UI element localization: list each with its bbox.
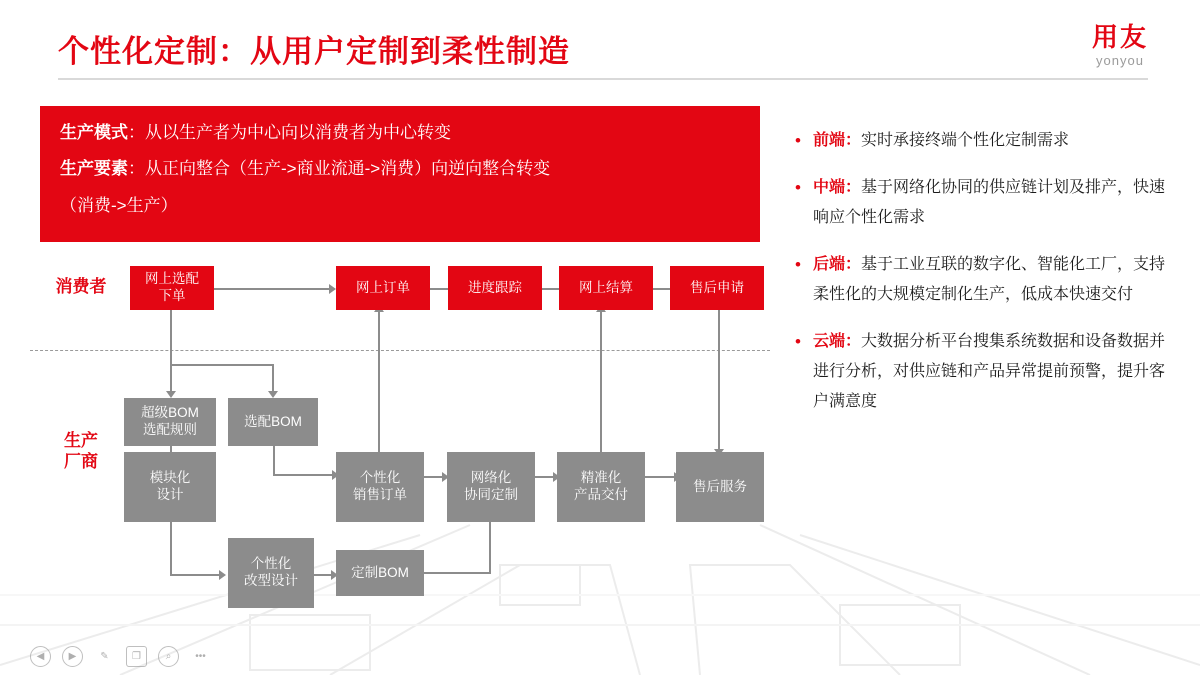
pen-icon[interactable]: ✎ xyxy=(100,651,109,662)
node-online-config-order[interactable] xyxy=(130,266,214,310)
node-custom-bom-label: 定制BOM xyxy=(351,564,409,580)
connector-n12-up xyxy=(718,308,720,452)
node-precise-delivery-line1: 精准化 xyxy=(580,470,622,486)
statement-line-1 xyxy=(60,120,740,146)
more-options-icon[interactable]: ••• xyxy=(195,651,206,662)
bullet-dot-icon: • xyxy=(795,332,801,351)
lane-label-producer-line1: 生产 xyxy=(64,431,98,450)
node-config-bom-label: 选配BOM xyxy=(244,413,302,429)
node-online-order[interactable] xyxy=(336,266,430,310)
node-online-order-label: 网上订单 xyxy=(356,279,410,295)
bullet-text: 基于网络化协同的供应链计划及排产，快速响应个性化需求 xyxy=(813,179,1166,226)
node-after-sales-service[interactable] xyxy=(676,452,764,522)
node-custom-bom[interactable] xyxy=(336,550,424,596)
statement-line-2 xyxy=(60,156,740,182)
page-title: 个性化定制：从用户定制到柔性制造 xyxy=(58,34,570,69)
node-online-config-order-line1: 网上选配 xyxy=(145,271,199,287)
logo-cn-text: 用友 xyxy=(1091,22,1148,52)
connector-n9-up xyxy=(378,308,380,452)
connector-n7-n9 xyxy=(273,474,335,476)
arrowhead-n7 xyxy=(268,391,278,398)
node-online-config-order-line2: 下单 xyxy=(158,288,186,303)
connector-n14-right xyxy=(422,572,490,574)
node-precise-product-delivery[interactable] xyxy=(557,452,645,522)
node-networked-collab-line2: 协同定制 xyxy=(464,487,518,502)
bullet-text: 大数据分析平台搜集系统数据和设备数据并进行分析，对供应链和产品异常提前预警，提升客户满意度 xyxy=(813,333,1166,410)
arrowhead-n1-n2 xyxy=(329,284,336,294)
node-config-bom[interactable] xyxy=(228,398,318,446)
bullet-content xyxy=(813,173,1175,233)
lane-separator xyxy=(30,350,770,351)
bullet-key: 云端： xyxy=(813,333,862,350)
node-super-bom-line1: 超级BOM xyxy=(141,405,199,421)
lane-label-consumer: 消费者 xyxy=(55,277,107,296)
connector-n1-n2 xyxy=(213,288,331,290)
title-divider xyxy=(58,78,1148,80)
node-networked-collab-line1: 网络化 xyxy=(470,470,512,486)
bullet-key: 前端： xyxy=(813,132,862,149)
bullet-text: 基于工业互联的数字化、智能化工厂，支持柔性化的大规模定制化生产，低成本快速交付 xyxy=(813,256,1166,303)
node-online-settlement[interactable] xyxy=(559,266,653,310)
connector-n11-up xyxy=(600,308,602,452)
node-progress-tracking[interactable] xyxy=(448,266,542,310)
node-networked-collaborative-customization[interactable] xyxy=(447,452,535,522)
bullet-key: 后端： xyxy=(813,256,862,273)
bullet-dot-icon: • xyxy=(795,131,801,150)
node-after-sales-request[interactable] xyxy=(670,266,764,310)
node-precise-delivery-line2: 产品交付 xyxy=(574,487,628,502)
logo xyxy=(1092,24,1148,67)
list-item xyxy=(795,327,1175,417)
lane-label-producer-line2: 厂商 xyxy=(64,452,98,472)
list-item xyxy=(795,126,1175,156)
statement-line-1-label: 生产模式 xyxy=(60,123,128,142)
node-after-sales-service-label: 售后服务 xyxy=(693,478,747,494)
bullet-content xyxy=(813,250,1175,310)
bullet-dot-icon: • xyxy=(795,255,801,274)
statement-line-3: （消费->生产） xyxy=(60,195,178,215)
logo-en-text: yonyou xyxy=(1096,53,1144,68)
bullet-list xyxy=(795,126,1175,434)
previous-slide-icon[interactable]: ◀ xyxy=(30,646,51,667)
node-super-bom-line2: 选配规则 xyxy=(142,422,197,437)
arrowhead-n13 xyxy=(219,570,226,580)
zoom-icon[interactable]: ⌕ xyxy=(158,646,179,667)
arrowhead-n6 xyxy=(166,391,176,398)
bottom-toolbar[interactable] xyxy=(30,646,211,667)
connector-to-n6-down xyxy=(170,364,172,394)
statement-line-2-label: 生产要素 xyxy=(60,159,128,179)
node-personalized-sales-order-line2: 销售订单 xyxy=(353,487,407,502)
connector-n8-down xyxy=(170,522,172,576)
node-modular-design-line2: 设计 xyxy=(156,487,184,502)
node-personalized-sales-order[interactable] xyxy=(336,452,424,522)
bullet-content xyxy=(813,126,1069,156)
node-modular-design-line1: 模块化 xyxy=(149,470,191,486)
connector-n1-to-n7 xyxy=(170,364,274,366)
connector-n11-n12 xyxy=(645,476,677,478)
statement-line-1-text: ：从以生产者为中心向以消费者为中心转变 xyxy=(128,123,451,142)
statement-line-2-text: ：从正向整合（生产->商业流通->消费）向逆向整合转变 xyxy=(128,159,551,179)
node-modular-design[interactable] xyxy=(124,452,216,522)
node-after-sales-request-label: 售后申请 xyxy=(690,279,744,295)
node-progress-tracking-label: 进度跟踪 xyxy=(468,279,522,295)
node-personalized-sales-order-line1: 个性化 xyxy=(359,470,401,486)
statement-box xyxy=(40,106,760,242)
bullet-key: 中端： xyxy=(813,179,862,196)
play-slide-icon[interactable]: ▶ xyxy=(62,646,83,667)
bullet-content xyxy=(813,327,1175,417)
node-personalized-redesign-line1: 个性化 xyxy=(250,556,292,572)
copy-icon[interactable]: ❐ xyxy=(126,646,147,667)
flow-diagram xyxy=(0,250,790,610)
node-personalized-redesign[interactable] xyxy=(228,538,314,608)
lane-label-producer xyxy=(46,430,116,473)
node-online-settlement-label: 网上结算 xyxy=(579,279,633,295)
bullet-dot-icon: • xyxy=(795,178,801,197)
node-personalized-redesign-line2: 改型设计 xyxy=(244,573,298,588)
bullet-text: 实时承接终端个性化定制需求 xyxy=(861,132,1070,149)
list-item xyxy=(795,250,1175,310)
list-item xyxy=(795,173,1175,233)
node-super-bom[interactable] xyxy=(124,398,216,446)
connector-n7-down xyxy=(273,446,275,476)
connector-to-n7-down xyxy=(272,364,274,394)
connector-n1-down xyxy=(170,308,172,366)
connector-n8-n13 xyxy=(170,574,222,576)
